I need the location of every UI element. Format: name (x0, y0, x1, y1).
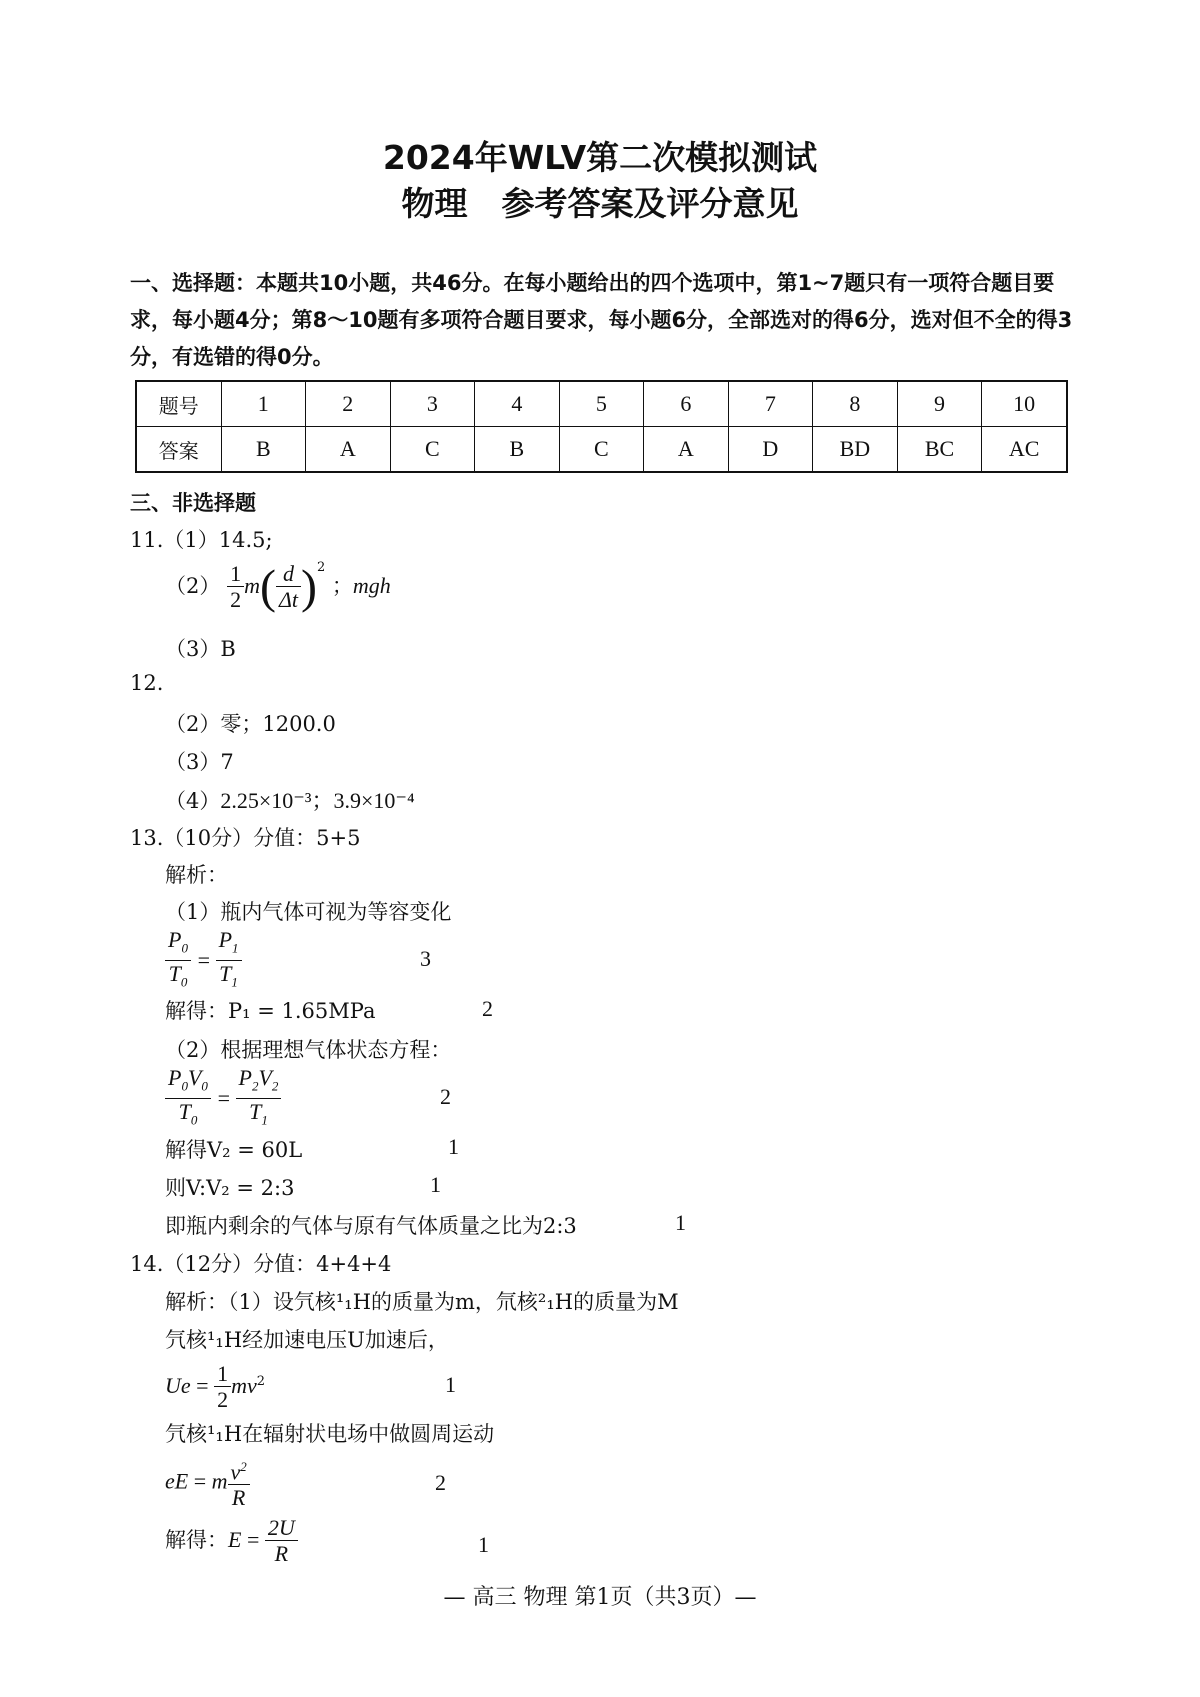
q14-eq3-score: 1 (478, 1532, 489, 1557)
table-cell: C (559, 427, 644, 473)
q12-part4-label: （4） (165, 789, 221, 813)
table-cell: 9 (897, 381, 982, 427)
q14-header: 14.（12分）分值：4+4+4 (130, 1252, 392, 1276)
q11-part3: （3）B (165, 637, 236, 661)
page-footer: — 高三 物理 第1页（共3页）— (443, 1585, 757, 1610)
table-cell: B (221, 427, 306, 473)
fraction-p0-t0: $\frac{P_0}{T_0}$ (165, 928, 191, 996)
fraction-d-over-dt: $\frac{d}{\Delta t}$ (276, 562, 301, 613)
q11-part1 (130, 524, 273, 554)
q14-eq1: Ue = $\frac{1}{2}$ $mv^2$ (165, 1361, 266, 1412)
exam-title: 2024年WLV第二次模拟测试 (382, 138, 818, 177)
table-cell: C (390, 427, 475, 473)
table-cell: BC (897, 427, 982, 473)
q14-eq2-score: 2 (435, 1470, 446, 1495)
table-cell: BD (813, 427, 898, 473)
q11-part2-sep: ； (331, 574, 353, 598)
subtitle-text: 参考答案及评分意见 (501, 184, 799, 223)
table-cell: A (644, 427, 729, 473)
q13-analysis: 解析： (165, 863, 228, 887)
q11-part2-label: （2） (165, 574, 221, 598)
answer-table (135, 380, 1068, 473)
q12-label: 12. (130, 671, 164, 695)
q12-part2: （2）零；1200.0 (165, 712, 336, 736)
q13-result2-score: 1 (448, 1134, 459, 1159)
q14-eq2: eE = m $\frac{v^2}{R}$ (165, 1455, 250, 1511)
table-cell: 8 (813, 381, 898, 427)
q13-header: 13.（10分）分值：5+5 (130, 826, 361, 850)
q14-eq3: 解得：E = $\frac{2U}{R}$ (165, 1516, 298, 1567)
q13-part2: （2）根据理想气体状态方程： (165, 1038, 452, 1062)
table-cell: AC (982, 427, 1067, 473)
q13-result1: 解得：P₁ = 1.65MPa (165, 999, 376, 1023)
q14-result-label: 解得： (165, 1528, 228, 1552)
fraction-2u-over-r: $\frac{2U}{R}$ (265, 1516, 298, 1567)
q13-part1: （1）瓶内气体可视为等容变化 (165, 900, 452, 924)
table-cell: B (475, 427, 560, 473)
q11-part1-text: （1）14.5; (163, 528, 273, 552)
table-cell: 7 (728, 381, 813, 427)
table-header-answer: 答案 (136, 427, 221, 473)
subject-label: 物理 (401, 184, 468, 223)
q12-part4-value: 2.25×10⁻³；3.9×10⁻⁴ (220, 788, 415, 813)
q11-label: 11. (130, 528, 164, 552)
section3-title: 三、非选择题 (130, 491, 256, 515)
fraction-p2v2-t1: $\frac{P_2V_2}{T_1}$ (236, 1066, 282, 1134)
table-header-number: 题号 (136, 381, 221, 427)
table-cell: D (728, 427, 813, 473)
table-cell: 2 (306, 381, 391, 427)
answer-table-row-numbers (136, 381, 1067, 427)
table-cell: 1 (221, 381, 306, 427)
q13-result2: 解得V₂ = 60L (165, 1138, 303, 1162)
q13-ratio-score: 1 (430, 1172, 441, 1197)
q13-eq1-score: 3 (420, 946, 431, 971)
fraction-p1-t1: $\frac{P_1}{T_1}$ (216, 928, 242, 996)
q11-part2: （2） $\frac{1}{2}$ m( $\frac{d}{\Delta t}$ )$^2$ ；mgh (165, 560, 391, 614)
q14-line2: 氕核¹₁H经加速电压U加速后， (165, 1328, 449, 1352)
q13-eq1: $\frac{P_0}{T_0}$ = $\frac{P_1}{T_1}$ (165, 928, 242, 996)
table-cell: A (306, 427, 391, 473)
fraction-half: $\frac{1}{2}$ (214, 1362, 231, 1413)
q13-result1-score: 2 (482, 996, 493, 1021)
q14-eq1-score: 1 (445, 1372, 456, 1397)
q12-part3: （3）7 (165, 750, 234, 774)
answer-table-row-answers (136, 427, 1067, 473)
table-cell: 3 (390, 381, 475, 427)
q13-eq2: $\frac{P_0V_0}{T_0}$ = $\frac{P_2V_2}{T_1}$ (165, 1066, 281, 1134)
q14-line3: 氕核¹₁H在辐射状电场中做圆周运动 (165, 1422, 495, 1446)
fraction-p0v0-t0: $\frac{P_0V_0}{T_0}$ (165, 1066, 211, 1134)
q11-mgh: mgh (352, 573, 391, 598)
fraction-half: $\frac{1}{2}$ (227, 562, 244, 613)
table-cell: 4 (475, 381, 560, 427)
table-cell: 5 (559, 381, 644, 427)
q12-part4 (165, 784, 415, 815)
table-cell: 6 (644, 381, 729, 427)
table-cell: 10 (982, 381, 1067, 427)
q13-conclusion-score: 1 (675, 1210, 686, 1235)
section1-intro: 一、选择题：本题共10小题，共46分。在每小题给出的四个选项中，第1~7题只有一项符合题目要求，每小题4分；第8～10题有多项符合题目要求，每小题6分，全部选对的得6分，选对但不全的得3分，有选错的得0分。 (130, 271, 1073, 369)
q13-eq2-score: 2 (440, 1084, 451, 1109)
exam-subtitle (0, 178, 1200, 225)
fraction-v2-over-r: $\frac{v^2}{R}$ (228, 1455, 250, 1511)
q13-conclusion: 即瓶内剩余的气体与原有气体质量之比为2:3 (165, 1214, 577, 1238)
q13-ratio: 则V:V₂ = 2:3 (165, 1176, 295, 1200)
q14-line1: 解析：（1）设氕核¹₁H的质量为m，氘核²₁H的质量为M (165, 1290, 679, 1314)
